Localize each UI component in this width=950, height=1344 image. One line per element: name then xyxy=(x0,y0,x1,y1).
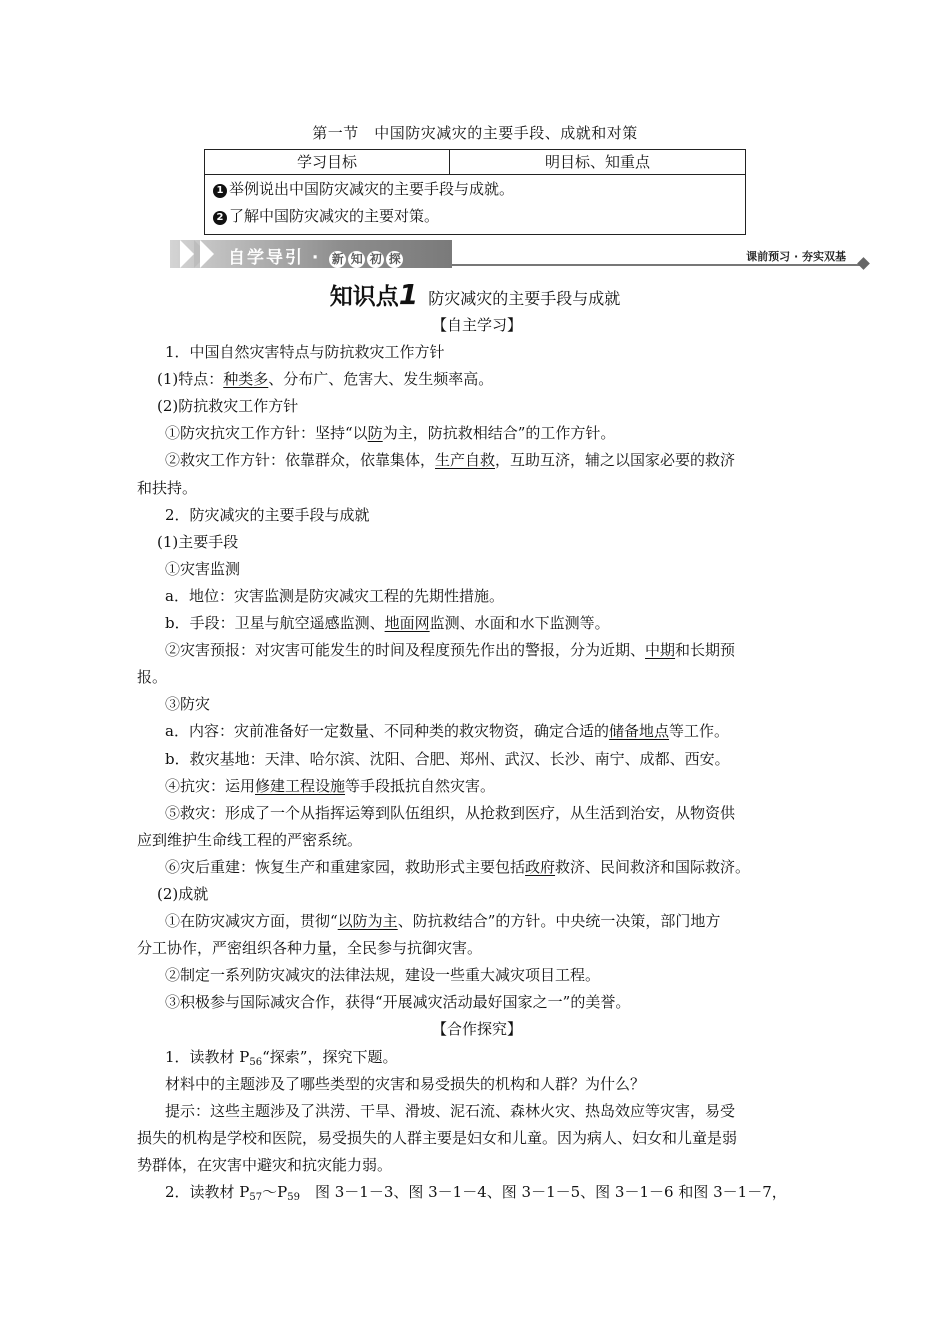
text-line: ③积极参与国际减灾合作，获得“开展减灾活动最好国家之一”的美誉。 xyxy=(165,993,631,1012)
text-line: ①灾害监测 xyxy=(165,559,241,578)
banner-char: 初 xyxy=(367,251,384,268)
text-line: ④抗灾：运用修建工程设施等手段抵抗自然灾害。 xyxy=(165,776,496,795)
knowledge-point-heading xyxy=(0,278,950,311)
text-line: ②制定一系列防灾减灾的法律法规，建设一些重大减灾项目工程。 xyxy=(165,966,601,985)
text-line: (2)防抗救灾工作方针 xyxy=(157,397,299,416)
text-line: 材料中的主题涉及了哪些类型的灾害和易受损失的机构和人群？为什么？ xyxy=(165,1074,646,1093)
text-line: 2．读教材 $P_{57}\sim P_{59}$ 图 3－1－3、图 3－1－4、图 3－1－5、图 3－1－6 和图 3－1－7， xyxy=(165,1183,787,1203)
self-study-heading: 【自主学习】 xyxy=(431,316,522,334)
knowledge-point-label: 知识点 xyxy=(329,284,399,310)
answer-blank: 种类多 xyxy=(223,370,269,389)
answer-blank: 地面网 xyxy=(384,614,430,633)
banner-rule xyxy=(452,264,862,266)
chevron-right-icon xyxy=(180,240,194,268)
text-line: ①防灾抗灾工作方针：坚持“以防为主，防抗救相结合”的工作方针。 xyxy=(165,424,616,443)
text-line: 1．读教材 $P_{56}“$探索”，探究下题。 xyxy=(165,1047,398,1068)
text-line: ③防灾 xyxy=(165,695,211,714)
diamond-icon xyxy=(857,257,870,270)
answer-blank: 生产自救 xyxy=(435,451,496,470)
number-circle-icon: 2 xyxy=(213,211,227,225)
text-line: 应到维护生命线工程的严密系统。 xyxy=(137,830,363,849)
text-line: b．救灾基地：天津、哈尔滨、沈阳、合肥、郑州、武汉、长沙、南宁、成都、西安。 xyxy=(165,749,730,768)
text-line: 损失的机构是学校和医院，易受损失的人群主要是妇女和儿童。因为病人、妇女和儿童是弱 xyxy=(137,1128,738,1147)
banner-title-main: 自学导引 xyxy=(228,248,304,268)
goals-table-header xyxy=(205,150,746,175)
goal-item xyxy=(213,176,737,203)
text-line: 势群体，在灾害中避灾和抗灾能力弱。 xyxy=(137,1155,393,1174)
banner-dot: · xyxy=(311,248,321,268)
number-circle-icon: 1 xyxy=(213,184,227,198)
section-title: 第一节 中国防灾减灾的主要手段、成就和对策 xyxy=(312,124,638,142)
text-line: (1)主要手段 xyxy=(157,532,239,551)
banner-char: 探 xyxy=(386,251,403,268)
goals-header-right: 明目标、知重点 xyxy=(450,150,746,175)
answer-blank: 政府 xyxy=(525,857,556,876)
text-line: 报。 xyxy=(137,668,168,687)
banner-char: 新 xyxy=(329,251,346,268)
goals-table-body xyxy=(205,175,746,235)
text-line: ②灾害预报：对灾害可能发生的时间及程度预先作出的警报，分为近期、中期和长期预 xyxy=(165,641,736,660)
goals-list xyxy=(205,175,746,235)
goal-text: 了解中国防灾减灾的主要对策。 xyxy=(229,207,440,225)
coop-heading: 【合作探究】 xyxy=(431,1020,522,1039)
goal-item xyxy=(213,203,737,230)
text-line: a．地位：灾害监测是防灾减灾工程的先期性措施。 xyxy=(165,586,504,605)
text-line: ⑥灾后重建：恢复生产和重建家园，救助形式主要包括政府救济、民间救济和国际救济。 xyxy=(165,857,751,876)
text-line: ⑤救灾：形成了一个从指挥运筹到队伍组织，从抢救到医疗，从生活到治安，从物资供 xyxy=(165,803,736,822)
answer-blank: 防 xyxy=(367,424,383,443)
goals-header-left: 学习目标 xyxy=(205,150,450,175)
text-line: ①在防灾减灾方面，贯彻“以防为主、防抗救结合”的方针。中央统一决策，部门地方 xyxy=(165,912,721,931)
text-line: 分工协作，严密组织各种力量，全民参与抗御灾害。 xyxy=(137,939,483,958)
text-line: (1)特点：种类多、分布广、危害大、发生频率高。 xyxy=(157,370,494,389)
banner-title xyxy=(228,243,404,268)
text-line: b．手段：卫星与航空遥感监测、地面网监测、水面和水下监测等。 xyxy=(165,614,610,633)
answer-blank: 以防为主 xyxy=(337,912,398,931)
banner-char: 知 xyxy=(348,251,365,268)
knowledge-point-number: 1 xyxy=(398,278,419,311)
answer-blank: 修建工程设施 xyxy=(255,776,346,795)
text-line: ②救灾工作方针：依靠群众，依靠集体，生产自救，互助互济，辅之以国家必要的救济 xyxy=(165,451,736,470)
banner-subtitle: 课前预习 · 夯实双基 xyxy=(746,250,846,263)
chevron-right-icon xyxy=(200,240,214,268)
content-body xyxy=(137,312,817,1206)
text-line: (2)成就 xyxy=(157,884,209,903)
text-line: 1．中国自然灾害特点与防抗救灾工作方针 xyxy=(165,343,445,362)
section-banner xyxy=(170,240,870,268)
text-line: 2．防灾减灾的主要手段与成就 xyxy=(165,505,370,524)
text-line: 和扶持。 xyxy=(137,478,198,497)
knowledge-point-title: 防灾减灾的主要手段与成就 xyxy=(428,289,621,308)
answer-blank: 中期 xyxy=(645,641,676,660)
learning-goals-table xyxy=(204,149,746,235)
goal-text: 举例说出中国防灾减灾的主要手段与成就。 xyxy=(229,180,515,198)
text-line: 提示：这些主题涉及了洪涝、干旱、滑坡、泥石流、森林火灾、热岛效应等灾害，易受 xyxy=(165,1101,736,1120)
answer-blank: 储备地点 xyxy=(608,722,669,741)
text-line: a．内容：灾前准备好一定数量、不同种类的救灾物资，确定合适的储备地点等工作。 xyxy=(165,722,729,741)
